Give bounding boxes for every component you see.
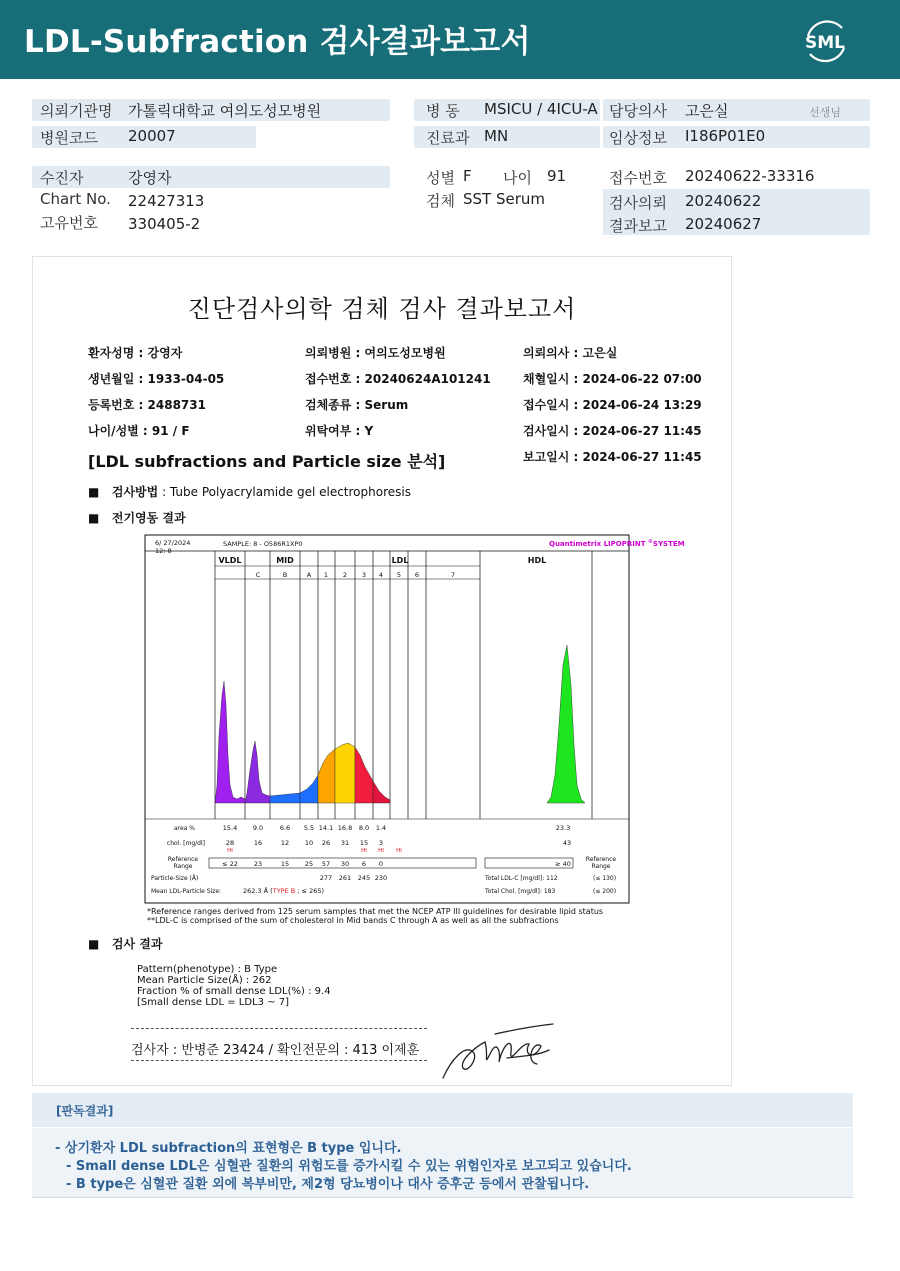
reported-time: 보고일시 : 2024-06-27 11:45 bbox=[523, 450, 702, 464]
clinical-label: 임상정보 bbox=[609, 129, 667, 147]
patient-label: 수진자 bbox=[40, 169, 84, 187]
ref-value: 0 bbox=[378, 860, 384, 868]
hdl-ref-value: ≥ 40 bbox=[555, 860, 571, 868]
tested-time: 검사일시 : 2024-06-27 11:45 bbox=[523, 424, 702, 438]
sex-label: 성별 bbox=[426, 169, 455, 187]
hi-flag: HI bbox=[227, 848, 233, 854]
area-value: 15.4 bbox=[222, 824, 238, 832]
chol-value: 28 bbox=[225, 839, 235, 847]
row-label-chol: chol. [mg/dl] bbox=[166, 840, 205, 847]
band-label: C bbox=[255, 571, 261, 579]
band-label: 1 bbox=[323, 571, 329, 579]
row-label-ref: Reference bbox=[167, 856, 199, 863]
area-value: 14.1 bbox=[318, 824, 334, 832]
specimen-value: SST Serum bbox=[463, 190, 546, 208]
electro-line: ■ 전기영동 결과 bbox=[88, 511, 186, 525]
area-value: 1.4 bbox=[375, 824, 387, 832]
ref-value: ≤ 22 bbox=[222, 860, 238, 868]
hdl-area-value: 23.3 bbox=[555, 824, 571, 832]
chart-no-label: Chart No. bbox=[40, 190, 111, 208]
section-title: [LDL subfractions and Particle size 분석] bbox=[88, 452, 446, 471]
interpretation-header bbox=[32, 1093, 853, 1127]
hdl-ref-label: Range bbox=[591, 863, 611, 870]
ward-label: 병 동 bbox=[426, 102, 460, 120]
chol-value: 15 bbox=[359, 839, 369, 847]
section-header: MID bbox=[276, 556, 294, 565]
band-label: 2 bbox=[342, 571, 348, 579]
ldl-2-band bbox=[335, 743, 355, 803]
chart-no-value: 22427313 bbox=[128, 192, 205, 210]
hdl-ref-label: Reference bbox=[585, 856, 617, 863]
signature-line: 검사자 : 반병준 23424 / 확인전문의 : 413 이제훈 bbox=[131, 1043, 420, 1058]
requester-value: 가톨릭대학교 여의도성모병원 bbox=[128, 102, 322, 120]
age-label: 나이 bbox=[503, 169, 532, 187]
receipt-value: 20240622-33316 bbox=[685, 167, 815, 185]
hdl-chol-value: 43 bbox=[562, 839, 572, 847]
interpretation-line-3: - B type은 심혈관 질환 외에 복부비만, 제2형 당뇨병이나 대사 증후군 등에서 관찰됩니다. bbox=[66, 1177, 590, 1192]
dept-value: MN bbox=[484, 127, 509, 145]
chol-value: 26 bbox=[321, 839, 331, 847]
birth-date: 생년월일 : 1933-04-05 bbox=[88, 372, 225, 386]
area-value: 8.0 bbox=[358, 824, 370, 832]
svg-text:SML: SML bbox=[805, 33, 845, 53]
band-label: 6 bbox=[414, 571, 420, 579]
result-small-dense: [Small dense LDL = LDL3 ~ 7] bbox=[137, 997, 290, 1008]
footnote-1: *Reference ranges derived from 125 serum samples that met the NCEP ATP III guidelines for desirable lipid status bbox=[147, 907, 604, 916]
interpretation-title: [판독결과] bbox=[56, 1104, 114, 1118]
chol-value: 31 bbox=[340, 839, 350, 847]
requester-label: 의뢰기관명 bbox=[40, 102, 113, 120]
report-hospital: 의뢰병원 : 여의도성모병원 bbox=[305, 346, 446, 360]
chart-sample: SAMPLE: 8 - O586R1XP0 bbox=[223, 540, 303, 548]
report-receipt: 접수번호 : 20240624A101241 bbox=[305, 372, 491, 386]
total-ldl-ref: (≤ 130) bbox=[593, 875, 617, 882]
band-label: 5 bbox=[396, 571, 402, 579]
report-consign: 위탁여부 : Y bbox=[305, 424, 374, 438]
result-pattern: Pattern(phenotype) : B Type bbox=[137, 964, 278, 975]
result-date-value: 20240627 bbox=[685, 215, 762, 233]
report-title: 진단검사의학 검체 검사 결과보고서 bbox=[187, 295, 577, 323]
interpretation-line-2: - Small dense LDL은 심혈관 질환의 위험도를 증가시킬 수 있는 위험인자로 보고되고 있습니다. bbox=[66, 1159, 632, 1174]
method-line: ■ 검사방법 : Tube Polyacrylamide gel electrophoresis bbox=[88, 485, 411, 499]
report-doctor: 의뢰의사 : 고은실 bbox=[523, 346, 618, 360]
method-value: : Tube Polyacrylamide gel electrophoresis bbox=[158, 485, 411, 499]
hi-flag: HI bbox=[361, 848, 367, 854]
size-value: 230 bbox=[374, 874, 388, 882]
hospital-code-value: 20007 bbox=[128, 127, 176, 145]
result-fraction: Fraction % of small dense LDL(%) : 9.4 bbox=[137, 986, 331, 997]
total-ldl: Total LDL-C [mg/dl]: 112 bbox=[485, 875, 558, 882]
ref-value: 57 bbox=[321, 860, 331, 868]
reg-number: 등록번호 : 2488731 bbox=[88, 398, 206, 412]
age-sex: 나이/성별 : 91 / F bbox=[88, 424, 190, 438]
doctor-label: 담당의사 bbox=[609, 102, 667, 120]
specimen-label: 검체 bbox=[426, 192, 455, 210]
chol-value: 3 bbox=[378, 839, 384, 847]
chart-brand: Quantimetrix LIPOPRINT ®SYSTEM bbox=[549, 539, 685, 548]
area-value: 9.0 bbox=[252, 824, 264, 832]
dept-label: 진료과 bbox=[426, 129, 470, 147]
chart-date: 6/ 27/2024 bbox=[155, 539, 191, 547]
area-value: 16.8 bbox=[337, 824, 353, 832]
chol-value: 16 bbox=[253, 839, 263, 847]
patient-value: 강영자 bbox=[128, 169, 172, 187]
size-value: 245 bbox=[357, 874, 371, 882]
received-time: 접수일시 : 2024-06-24 13:29 bbox=[523, 398, 702, 412]
hi-flag: HI bbox=[378, 848, 384, 854]
method-label: 검사방법 bbox=[111, 485, 159, 499]
area-value: 5.5 bbox=[303, 824, 315, 832]
band-label: 7 bbox=[450, 571, 456, 579]
result-mean-size: Mean Particle Size(Å) : 262 bbox=[137, 975, 272, 986]
patient-name: 환자성명 : 강영자 bbox=[88, 346, 183, 360]
result-label: 검사 결과 bbox=[111, 937, 163, 951]
chart-time: 12: 8 bbox=[155, 547, 172, 555]
size-value: 261 bbox=[338, 874, 352, 882]
total-chol: Total Chol. [mg/dl]: 183 bbox=[485, 888, 556, 895]
ref-value: 25 bbox=[304, 860, 314, 868]
ref-value: 6 bbox=[361, 860, 367, 868]
sign-divider-top bbox=[131, 1028, 427, 1029]
band-label: 3 bbox=[361, 571, 367, 579]
ref-value: 15 bbox=[280, 860, 290, 868]
interpretation-line-1: - 상기환자 LDL subfraction의 표현형은 B type 입니다. bbox=[55, 1141, 402, 1156]
unique-value: 330405-2 bbox=[128, 215, 201, 233]
chol-value: 10 bbox=[304, 839, 314, 847]
collected-time: 채혈일시 : 2024-06-22 07:00 bbox=[523, 372, 702, 386]
lipoprint-chart bbox=[145, 535, 685, 903]
receipt-label: 접수번호 bbox=[609, 169, 667, 187]
report-specimen: 검체종류 : Serum bbox=[305, 398, 409, 412]
patient-bar bbox=[32, 166, 390, 188]
mean-size-value: 262.3 Å (TYPE B ; ≤ 265) bbox=[243, 887, 325, 895]
handwritten-signature bbox=[437, 1022, 557, 1084]
size-value: 277 bbox=[319, 874, 333, 882]
row-label-mean: Mean LDL-Particle Size: bbox=[151, 888, 222, 895]
section-header: LDL bbox=[391, 556, 409, 565]
section-header: VLDL bbox=[218, 556, 242, 565]
report-document bbox=[32, 256, 732, 1086]
area-value: 6.6 bbox=[279, 824, 291, 832]
ref-value: 30 bbox=[340, 860, 350, 868]
sex-value: F bbox=[463, 167, 472, 185]
doctor-value: 고은실 bbox=[685, 102, 729, 120]
result-line: ■ 검사 결과 bbox=[88, 937, 163, 951]
band-label: A bbox=[306, 571, 312, 579]
test-req-value: 20240622 bbox=[685, 192, 762, 210]
test-req-label: 검사의뢰 bbox=[609, 194, 667, 212]
page-title: LDL-Subfraction 검사결과보고서 bbox=[24, 24, 531, 60]
footnote-2: **LDL-C is comprised of the sum of cholesterol in Mid bands C through A as well as all the subfractions bbox=[147, 916, 559, 925]
clinical-value: I186P01E0 bbox=[685, 127, 766, 145]
age-value: 91 bbox=[547, 167, 567, 185]
section-header: HDL bbox=[527, 556, 547, 565]
row-label-area: area % bbox=[174, 825, 195, 832]
band-label: B bbox=[282, 571, 288, 579]
sml-logo bbox=[798, 14, 852, 68]
row-label-size: Particle-Size (Å) bbox=[151, 875, 199, 882]
chart-frame bbox=[145, 535, 629, 903]
total-chol-ref: (≤ 200) bbox=[593, 888, 617, 895]
band-label: 4 bbox=[378, 571, 384, 579]
doctor-suffix: 선생님 bbox=[809, 106, 841, 119]
row-label-ref: Range bbox=[173, 863, 193, 870]
sign-divider-bottom bbox=[131, 1060, 427, 1061]
ward-value: MSICU / 4ICU-A bbox=[484, 100, 598, 118]
hi-flag: HI bbox=[396, 848, 402, 854]
unique-label: 고유번호 bbox=[40, 214, 98, 232]
ref-value: 23 bbox=[253, 860, 263, 868]
electro-label: 전기영동 결과 bbox=[111, 511, 186, 525]
chol-value: 12 bbox=[280, 839, 290, 847]
result-date-label: 결과보고 bbox=[609, 217, 667, 235]
hospital-code-label: 병원코드 bbox=[40, 129, 98, 147]
